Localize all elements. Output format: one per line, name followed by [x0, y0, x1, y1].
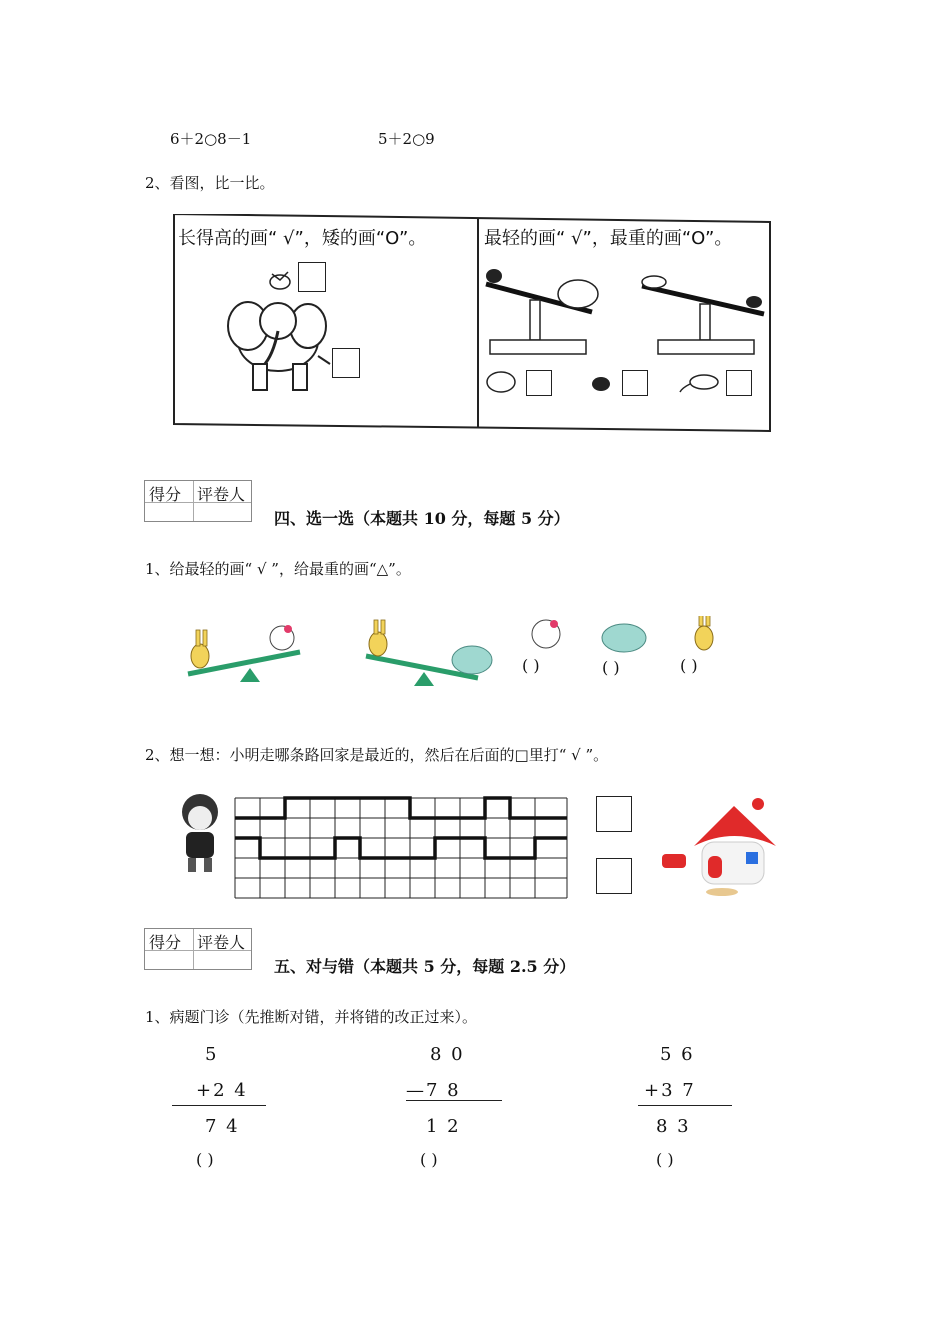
section4-q2: 2、想一想：小明走哪条路回家是最近的，然后在后面的□里打“ √ ”。 [145, 746, 609, 764]
problem-2-result: 1 2 [426, 1116, 461, 1137]
left-prompt: 长得高的画“ √”，矮的画“O”。 [178, 228, 427, 249]
problem-1-answer[interactable]: ( ) [196, 1150, 214, 1169]
problem-3-rule [638, 1105, 732, 1106]
elephant-icon-small [484, 366, 518, 396]
answer-box-route-top[interactable] [596, 796, 632, 832]
route-grid [233, 796, 569, 902]
right-prompt: 最轻的画“ √”，最重的画“O”。 [484, 228, 733, 249]
grader-label: 评卷人 [197, 485, 246, 504]
problem-2-answer[interactable]: ( ) [420, 1150, 438, 1169]
section4-q1: 1、给最轻的画“ √ ”，给最重的画“△”。 [145, 560, 411, 578]
bird-icon [266, 270, 294, 292]
problem-3-operand: +3 7 [644, 1080, 696, 1101]
compare-figure [172, 214, 772, 432]
section5-q1: 1、病题门诊（先推断对错，并将错的改正过来）。 [145, 1008, 478, 1026]
problem-1-operand: +2 4 [196, 1080, 248, 1101]
problem-3-answer[interactable]: ( ) [656, 1150, 674, 1169]
score-table-4 [144, 480, 252, 522]
elephant-icon [218, 286, 338, 396]
score-label: 得分 [149, 485, 182, 504]
house-icon [658, 796, 780, 904]
boy-icon [172, 792, 228, 876]
weight-compare-figure [176, 616, 736, 688]
answer-paren-rabbit[interactable]: ( ) [680, 656, 698, 675]
answer-box-nest[interactable] [622, 370, 648, 396]
problem-1-top: 5 [205, 1044, 219, 1065]
section5-heading: 五、对与错（本题共 5 分，每题 2.5 分） [274, 957, 576, 976]
question-compare-title: 2、看图，比一比。 [145, 174, 275, 192]
seesaw-1 [188, 625, 300, 682]
expression-1: 6＋2○8－1 [170, 130, 252, 148]
answer-box-route-bottom[interactable] [596, 858, 632, 894]
mouse-icon [678, 370, 724, 394]
answer-box-elephant-small[interactable] [526, 370, 552, 396]
section4-heading: 四、选一选（本题共 10 分，每题 5 分） [274, 509, 570, 528]
problem-3-top: 5 6 [660, 1044, 695, 1065]
expression-2: 5＋2○9 [378, 130, 435, 148]
answer-box-mouse[interactable] [726, 370, 752, 396]
problem-2-top: 8 0 [430, 1044, 465, 1065]
problem-3-result: 8 3 [656, 1116, 691, 1137]
problem-2-operand: —7 8 [406, 1080, 461, 1101]
answer-box-elephant[interactable] [332, 348, 360, 378]
problem-1-result: 7 4 [205, 1116, 240, 1137]
seesaw-2 [366, 620, 492, 686]
problem-1-rule [172, 1105, 266, 1106]
nest-icon [590, 372, 612, 392]
seesaw-icon [482, 264, 772, 364]
score-table-5 [144, 928, 252, 970]
grader-label: 评卷人 [197, 933, 246, 952]
problem-2-rule [406, 1100, 502, 1101]
answer-box-bird[interactable] [298, 262, 326, 292]
answer-paren-kitty[interactable]: ( ) [522, 656, 540, 675]
route-top [235, 798, 567, 818]
answer-paren-bear[interactable]: ( ) [602, 658, 620, 677]
score-label: 得分 [149, 933, 182, 952]
